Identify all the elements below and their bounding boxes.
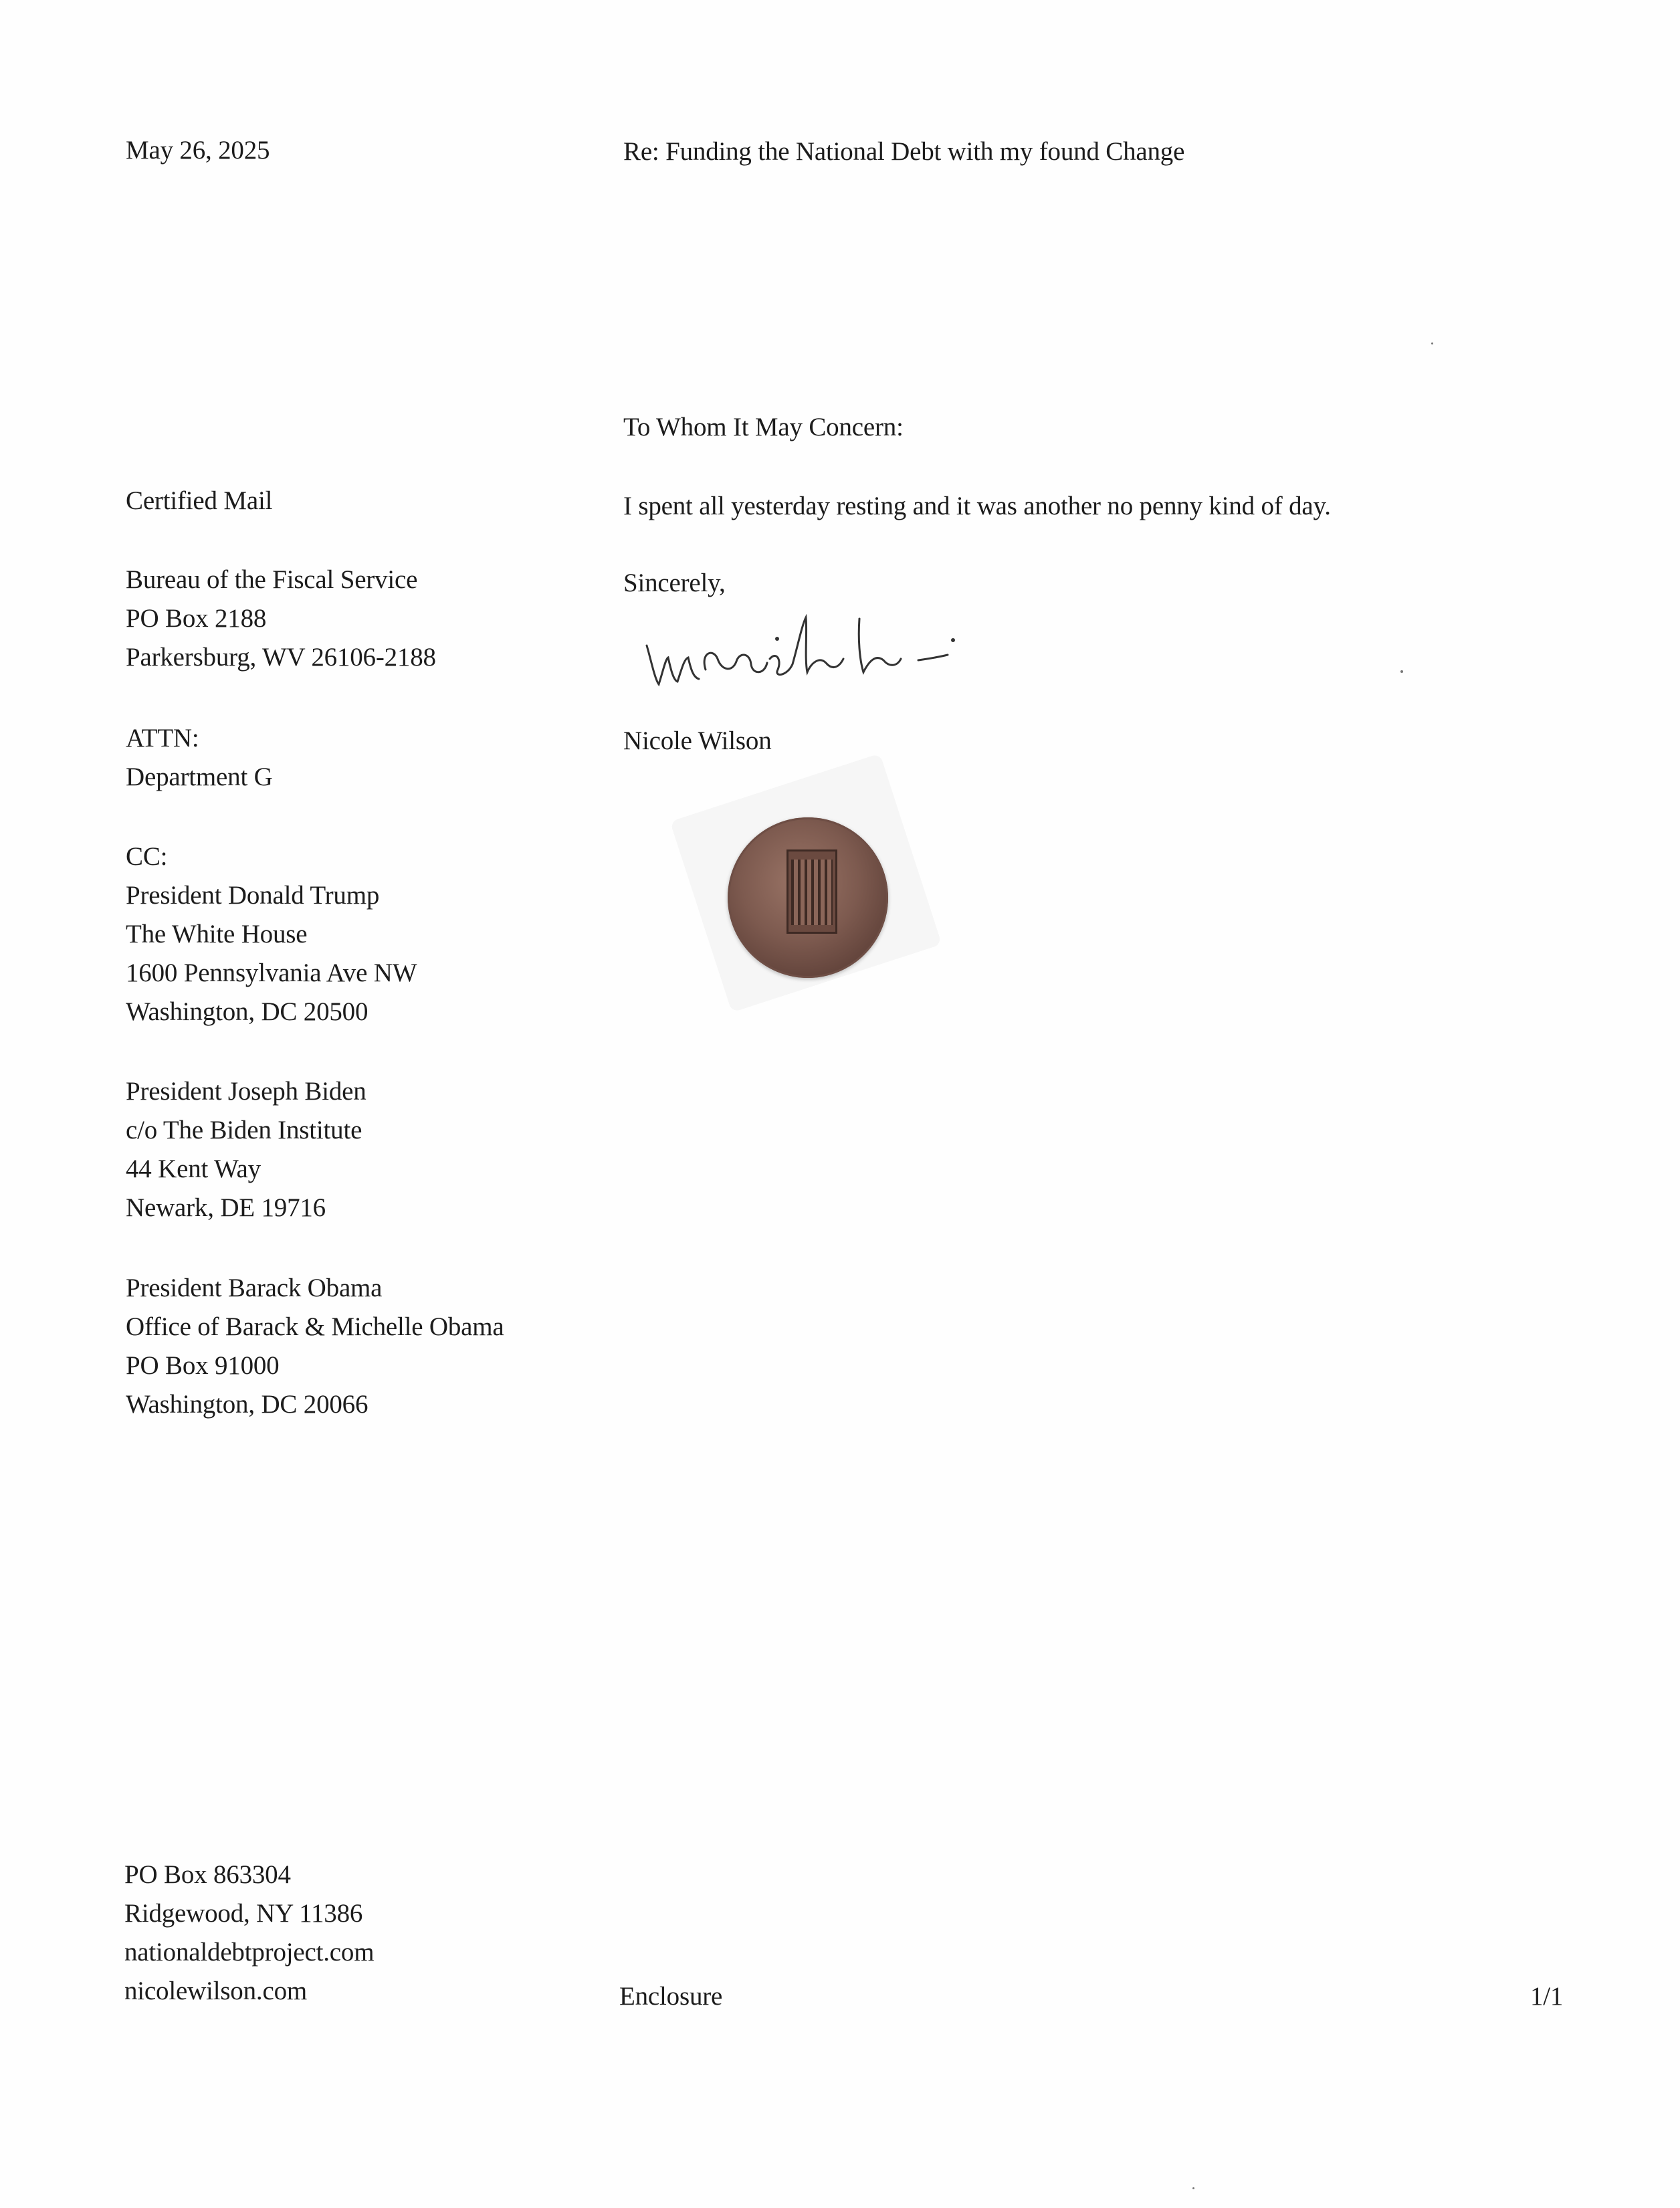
sender-line: Ridgewood, NY 11386 <box>124 1899 363 1928</box>
cc-block <box>126 837 417 1031</box>
cc-line: Washington, DC 20066 <box>126 1390 369 1419</box>
cc-recipient-biden <box>126 1072 366 1227</box>
letter-body: I spent all yesterday resting and it was another no penny kind of day. <box>623 492 1331 520</box>
cc-recipient-obama <box>126 1269 504 1424</box>
letter-subject: Re: Funding the National Debt with my found Change <box>623 137 1185 166</box>
delivery-method: Certified Mail <box>126 486 273 515</box>
cc-line: The White House <box>126 920 308 948</box>
attention-department: Department G <box>126 763 273 791</box>
signature-image <box>639 605 986 706</box>
sender-line: nationaldebtproject.com <box>124 1938 375 1967</box>
cc-line: President Barack Obama <box>126 1274 383 1302</box>
recipient-address <box>126 561 436 677</box>
signer-name: Nicole Wilson <box>623 726 772 755</box>
cc-line: c/o The Biden Institute <box>126 1116 362 1144</box>
sender-line: nicolewilson.com <box>124 1977 307 2005</box>
letter-date: May 26, 2025 <box>126 136 270 165</box>
cc-line: Office of Barack & Michelle Obama <box>126 1312 504 1341</box>
cc-line: 44 Kent Way <box>126 1155 261 1183</box>
attention-block <box>126 719 273 797</box>
enclosure-label: Enclosure <box>619 1982 723 2011</box>
cc-line: PO Box 91000 <box>126 1351 280 1380</box>
recipient-line: Parkersburg, WV 26106-2188 <box>126 643 436 672</box>
attention-label: ATTN: <box>126 724 199 752</box>
cc-line: Washington, DC 20500 <box>126 997 369 1026</box>
scan-speck <box>1431 342 1433 344</box>
scan-speck <box>1192 2187 1194 2189</box>
sender-address <box>124 1855 374 2011</box>
recipient-line: PO Box 2188 <box>126 604 267 633</box>
page-number: 1/1 <box>1530 1982 1564 2011</box>
recipient-line: Bureau of the Fiscal Service <box>126 565 418 594</box>
cc-line: President Joseph Biden <box>126 1077 366 1106</box>
taped-penny <box>675 769 943 997</box>
penny-coin <box>728 817 888 978</box>
cc-line: 1600 Pennsylvania Ave NW <box>126 959 417 987</box>
lincoln-memorial-icon <box>786 849 837 934</box>
cc-label: CC: <box>126 842 168 871</box>
salutation: To Whom It May Concern: <box>623 413 904 441</box>
closing: Sincerely, <box>623 569 726 597</box>
sender-line: PO Box 863304 <box>124 1860 291 1889</box>
scan-speck <box>1400 670 1403 673</box>
cc-line: Newark, DE 19716 <box>126 1193 326 1222</box>
cc-line: President Donald Trump <box>126 881 380 910</box>
